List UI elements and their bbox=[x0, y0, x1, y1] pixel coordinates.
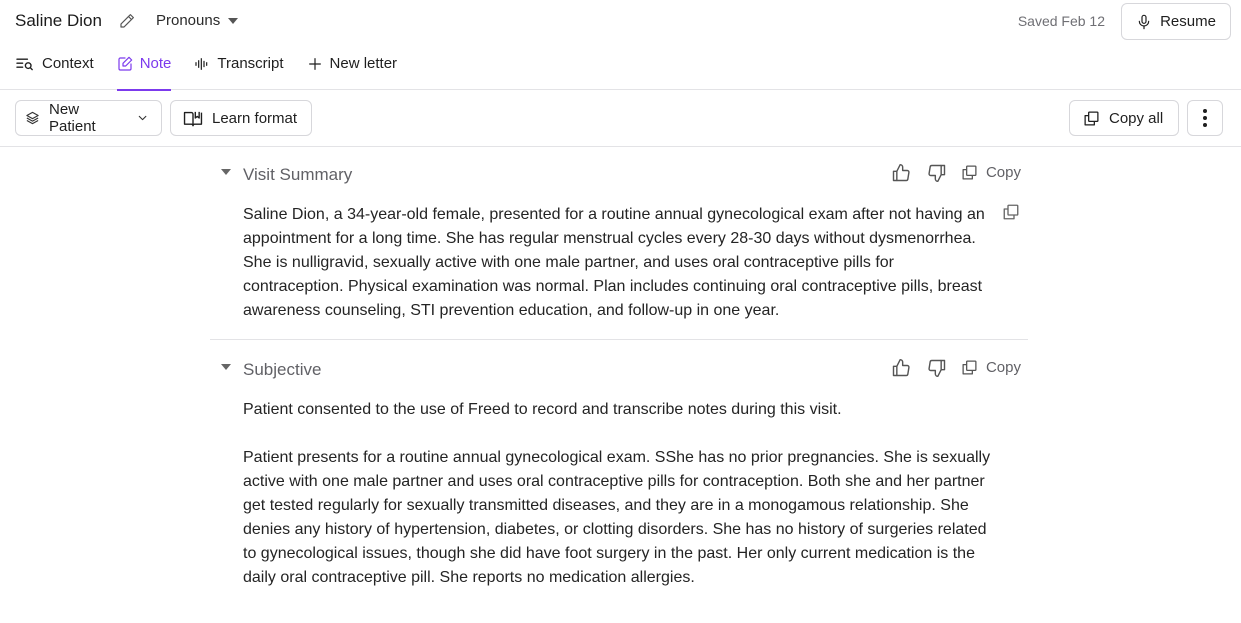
section-header bbox=[210, 151, 1028, 191]
pencil-icon[interactable] bbox=[118, 12, 136, 30]
copy-icon bbox=[961, 359, 978, 376]
collapse-caret-icon[interactable] bbox=[221, 169, 231, 175]
section-header bbox=[210, 346, 1028, 386]
section-subjective bbox=[210, 346, 1028, 590]
section-copy-button[interactable] bbox=[961, 164, 1021, 181]
section-body bbox=[210, 386, 1028, 590]
tab-context[interactable] bbox=[15, 43, 94, 90]
thumbs-up-button[interactable] bbox=[891, 357, 912, 378]
tab-label: Note bbox=[139, 55, 172, 72]
thumbs-down-button[interactable] bbox=[927, 357, 948, 378]
thumbs-down-button[interactable] bbox=[927, 162, 948, 183]
tab-new-letter[interactable] bbox=[307, 43, 398, 90]
kebab-menu-icon bbox=[1203, 109, 1207, 127]
template-label: New Patient bbox=[49, 101, 96, 135]
copy-label: Copy bbox=[985, 359, 1021, 376]
copy-all-button[interactable] bbox=[1069, 100, 1179, 136]
section-paragraph: Saline Dion, a 34-year-old female, presented for a routine annual gynecological exam after not having an appointment for a long time. She has regular menstrual cycles every 28-30 days without dysmenorrhea. She is nulligravid, sexually active with one male partner, and uses oral contraceptive pills for contraception. Physical examination was normal. Plan includes continuing oral contraceptive pills, breast awareness counseling, STI prevention education, and follow-up in one year. bbox=[243, 206, 985, 319]
copy-all-label: Copy all bbox=[1109, 109, 1164, 127]
layers-icon bbox=[25, 110, 40, 126]
pronouns-label: Pronouns bbox=[156, 12, 221, 29]
pronouns-dropdown[interactable] bbox=[156, 11, 238, 31]
tab-label: Transcript bbox=[217, 55, 284, 72]
thumbs-down-icon bbox=[927, 358, 947, 378]
section-title: Visit Summary bbox=[243, 165, 353, 184]
section-actions bbox=[891, 162, 1021, 183]
section-copy-button[interactable] bbox=[961, 359, 1021, 376]
more-options-button[interactable] bbox=[1187, 100, 1223, 136]
template-dropdown[interactable] bbox=[15, 100, 162, 136]
note-toolbar bbox=[0, 90, 1241, 147]
plus-icon bbox=[307, 56, 323, 72]
section-body bbox=[210, 191, 1028, 339]
resume-button[interactable] bbox=[1121, 3, 1231, 40]
thumbs-up-button[interactable] bbox=[891, 162, 912, 183]
section-actions bbox=[891, 357, 1021, 378]
copy-icon bbox=[961, 164, 978, 181]
note-tabs bbox=[15, 43, 420, 90]
context-search-icon bbox=[15, 56, 35, 72]
section-visit-summary bbox=[210, 151, 1028, 340]
waveform-icon bbox=[194, 56, 210, 72]
section-paragraph: Patient consented to the use of Freed to record and transcribe notes during this visit. bbox=[243, 401, 842, 418]
thumbs-up-icon bbox=[891, 163, 911, 183]
saved-status: Saved Feb 12 bbox=[1017, 13, 1105, 29]
section-title: Subjective bbox=[243, 360, 322, 379]
patient-name[interactable]: Saline Dion bbox=[15, 11, 102, 30]
copy-paragraph-icon[interactable] bbox=[1002, 203, 1020, 221]
learn-format-button[interactable] bbox=[170, 100, 312, 136]
copy-label: Copy bbox=[985, 164, 1021, 181]
tab-label: Context bbox=[42, 55, 94, 72]
section-paragraph: Patient presents for a routine annual gynecological exam. SShe has no prior pregnancies. She is sexually active with one male partner and uses oral contraceptive pills for contraception. Both she and her partner get tested regularly for sexually transmitted diseases, and they are in a monogamous relationship. She denies any history of hypertension, diabetes, or clotting disorders. She has no history of surgeries related to gynecological issues, though she did have foot surgery in the past. Her only current medication is the daily oral contraceptive pill. She reports no medication allergies. bbox=[243, 449, 991, 586]
tab-transcript[interactable] bbox=[194, 43, 283, 90]
note-header bbox=[0, 0, 1241, 90]
note-edit-icon bbox=[117, 56, 133, 72]
copy-icon bbox=[1083, 110, 1100, 127]
microphone-icon bbox=[1136, 14, 1152, 30]
tab-note[interactable] bbox=[117, 43, 172, 90]
chevron-down-icon bbox=[136, 111, 149, 125]
section-divider bbox=[210, 339, 1028, 340]
tab-label: New letter bbox=[329, 55, 398, 72]
book-icon bbox=[183, 109, 203, 127]
chevron-down-icon bbox=[228, 18, 238, 24]
collapse-caret-icon[interactable] bbox=[221, 364, 231, 370]
thumbs-down-icon bbox=[927, 163, 947, 183]
learn-format-label: Learn format bbox=[212, 109, 298, 127]
resume-label: Resume bbox=[1160, 13, 1216, 30]
thumbs-up-icon bbox=[891, 358, 911, 378]
